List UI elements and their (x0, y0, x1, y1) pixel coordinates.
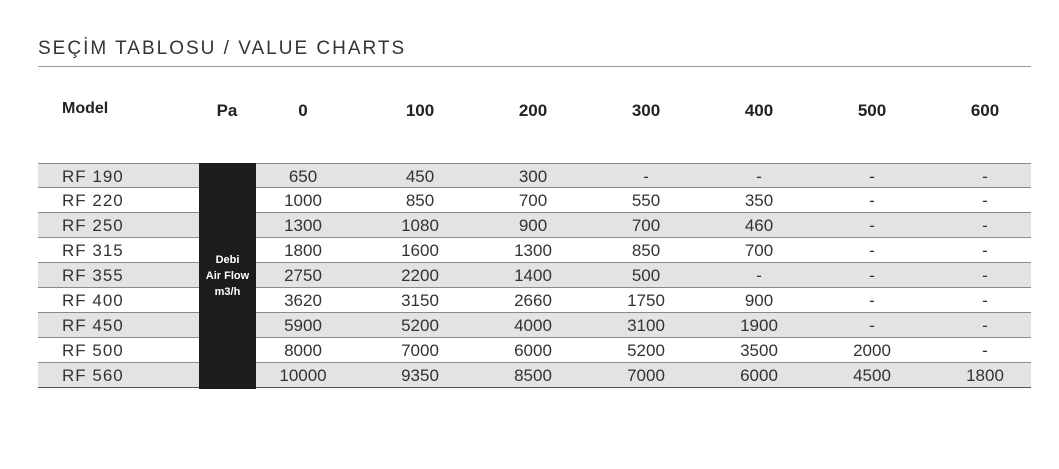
value-cell: 4000 (514, 316, 552, 335)
model-cell: RF 355 (62, 266, 124, 285)
value-cell: 1600 (401, 241, 439, 260)
value-cell: 7000 (401, 341, 439, 360)
value-cell: 1400 (514, 266, 552, 285)
model-cell: RF 450 (62, 316, 124, 335)
value-cell: 850 (405, 191, 435, 210)
value-cell: 500 (631, 266, 661, 285)
header-pressure-600: 600 (970, 101, 1000, 120)
model-cell: RF 560 (62, 366, 124, 385)
value-cell: - (869, 266, 875, 285)
value-table (38, 163, 1031, 388)
value-cell: - (982, 291, 988, 310)
value-cell: 1300 (284, 216, 322, 235)
value-cell: 700 (631, 216, 661, 235)
airflow-band (199, 163, 256, 389)
value-cell: - (869, 291, 875, 310)
value-cell: 2660 (514, 291, 552, 310)
value-cell: - (869, 241, 875, 260)
value-cell: - (982, 167, 988, 186)
value-cell: 7000 (627, 366, 665, 385)
model-cell: RF 220 (62, 191, 124, 210)
value-cell: - (643, 167, 649, 186)
title-divider (38, 66, 1031, 67)
value-cell: - (756, 266, 762, 285)
band-label-debi: Debi (215, 254, 240, 266)
value-cell: 3500 (740, 341, 778, 360)
value-cell: - (982, 216, 988, 235)
value-cell: 350 (744, 191, 774, 210)
header-pressure-0: 0 (298, 101, 308, 120)
value-cell: 300 (518, 167, 548, 186)
value-cell: 1080 (401, 216, 439, 235)
table-row (38, 313, 1031, 338)
value-cell: 8500 (514, 366, 552, 385)
model-cell: RF 190 (62, 167, 124, 186)
value-cell: - (869, 316, 875, 335)
header-pa: Pa (216, 101, 238, 120)
value-cell: 2750 (284, 266, 322, 285)
value-cell: - (982, 191, 988, 210)
value-cell: 1800 (284, 241, 322, 260)
table-row (38, 238, 1031, 263)
value-cell: 460 (744, 216, 774, 235)
value-cell: 2200 (401, 266, 439, 285)
table-row (38, 213, 1031, 238)
table-row (38, 288, 1031, 313)
value-cell: 1300 (514, 241, 552, 260)
table-row (38, 363, 1031, 388)
header-pressure-300: 300 (631, 101, 661, 120)
value-cell: 3150 (401, 291, 439, 310)
value-cell: 5200 (627, 341, 665, 360)
model-cell: RF 250 (62, 216, 124, 235)
value-cell: 700 (518, 191, 548, 210)
value-cell: 900 (518, 216, 548, 235)
value-cell: 1000 (284, 191, 322, 210)
table-row (38, 338, 1031, 363)
table-row (38, 163, 1031, 188)
model-cell: RF 500 (62, 341, 124, 360)
value-cell: - (982, 341, 988, 360)
model-cell: RF 315 (62, 241, 124, 260)
header-model: Model (62, 100, 109, 117)
value-cell: 550 (631, 191, 661, 210)
value-cell: 700 (744, 241, 774, 260)
model-cell: RF 400 (62, 291, 124, 310)
value-cell: 5200 (401, 316, 439, 335)
value-cell: - (869, 216, 875, 235)
header-pressure-400: 400 (744, 101, 774, 120)
value-cell: 3100 (627, 316, 665, 335)
header-pressure-100: 100 (405, 101, 435, 120)
value-cell: 900 (744, 291, 774, 310)
value-cell: 9350 (401, 366, 439, 385)
value-cell: 5900 (284, 316, 322, 335)
value-cell: 2000 (853, 341, 891, 360)
table-row (38, 188, 1031, 213)
band-label-airflow: Air Flow (205, 270, 250, 282)
value-cell: - (869, 167, 875, 186)
table-row (38, 263, 1031, 288)
value-cell: - (982, 241, 988, 260)
value-cell: - (982, 316, 988, 335)
page-title: SEÇİM TABLOSU / VALUE CHARTS (38, 38, 407, 59)
value-cell: - (756, 167, 762, 186)
value-cell: 850 (631, 241, 661, 260)
header-pressure-200: 200 (518, 101, 548, 120)
value-cell: - (982, 266, 988, 285)
value-cell: 450 (405, 167, 435, 186)
value-cell: 4500 (853, 366, 891, 385)
value-cell: 6000 (740, 366, 778, 385)
value-cell: 6000 (514, 341, 552, 360)
value-cell: - (869, 191, 875, 210)
value-cell: 650 (288, 167, 318, 186)
value-cell: 10000 (279, 366, 327, 385)
value-cell: 8000 (284, 341, 322, 360)
value-cell: 3620 (284, 291, 322, 310)
value-cell: 1800 (966, 366, 1004, 385)
band-label-unit: m3/h (214, 286, 241, 298)
header-pressure-500: 500 (857, 101, 887, 120)
value-cell: 1900 (740, 316, 778, 335)
value-cell: 1750 (627, 291, 665, 310)
